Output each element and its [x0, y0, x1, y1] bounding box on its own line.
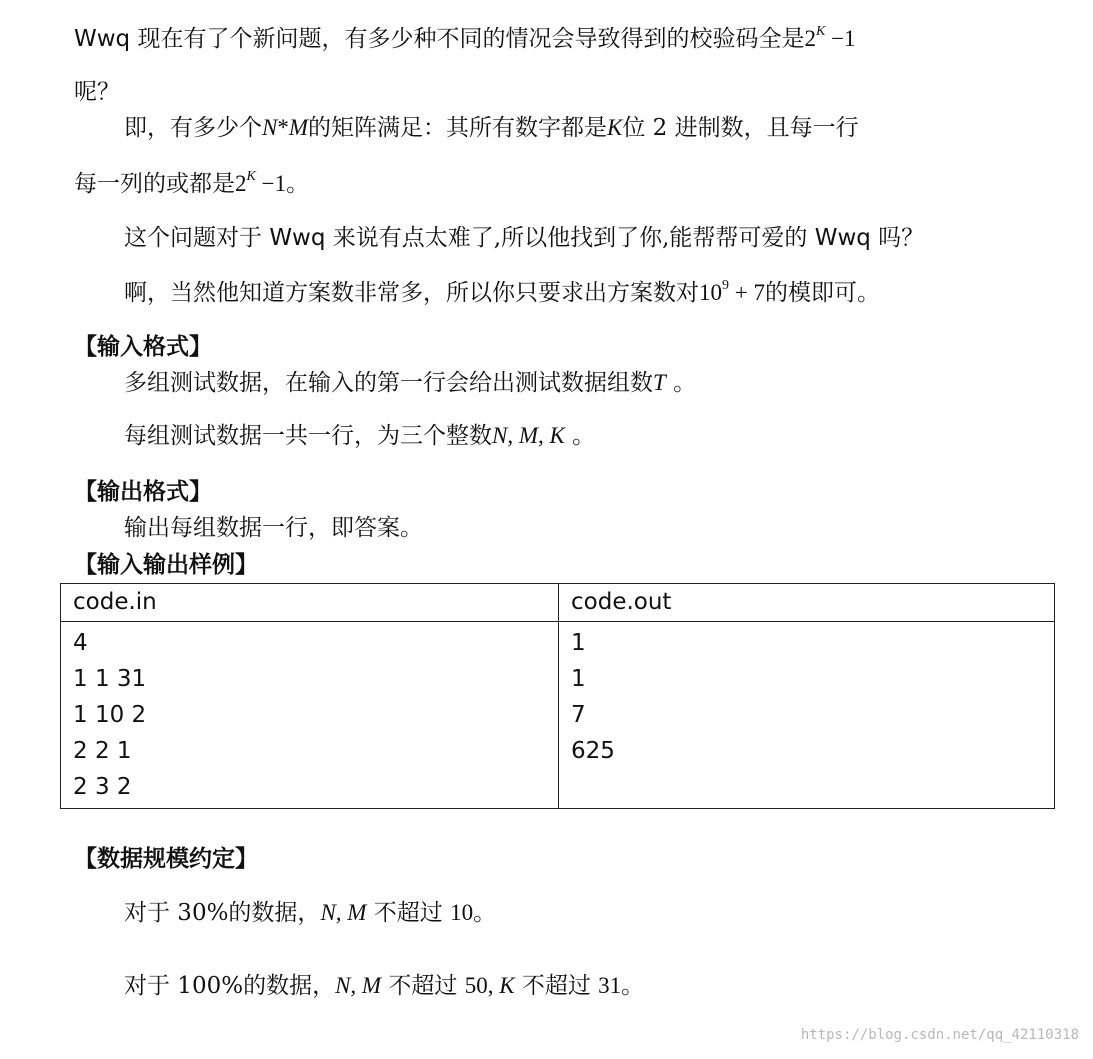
- math-n: N: [262, 115, 278, 140]
- math-nmk: N, M, K: [492, 423, 565, 448]
- para-text: 。: [473, 900, 497, 926]
- para-text: 。: [621, 973, 645, 999]
- sample-input-line: 2 3 2: [73, 774, 132, 800]
- math-minus-one: −1: [255, 171, 287, 196]
- sample-io-table: [60, 583, 1055, 809]
- para-text: 每一列的或都是: [74, 171, 235, 197]
- problem-para-2: [124, 113, 859, 143]
- input-format-line-2: [124, 421, 595, 451]
- sample-input-cell: [61, 622, 559, 809]
- out-column-header: code.out: [559, 584, 1055, 622]
- math-star: *: [277, 115, 289, 140]
- math-nm: N, M: [320, 900, 367, 925]
- sample-output-line: 1: [571, 630, 586, 656]
- para-text: 位 2 进制数，且每一行: [622, 115, 859, 141]
- math-two: 2: [804, 26, 816, 51]
- math-minus-one: −1: [825, 26, 856, 51]
- math-k: K: [499, 973, 515, 998]
- math-bound: 10: [450, 900, 474, 925]
- para-text: 的模即可。: [764, 280, 880, 306]
- para-text: 多组测试数据，在输入的第一行会给出测试数据组数: [124, 370, 653, 396]
- math-t: T: [653, 370, 666, 395]
- para-text: 这个问题对于: [124, 225, 270, 251]
- sample-output-line: 1: [571, 666, 586, 692]
- sample-input-line: 1 10 2: [73, 702, 147, 728]
- output-format-line-1: 输出每组数据一行，即答案。: [124, 515, 423, 541]
- math-m: M: [288, 115, 309, 140]
- para-text: 。: [665, 370, 697, 396]
- problem-para-1: [74, 24, 856, 54]
- para-text: ,: [487, 973, 500, 998]
- math-two: 2: [235, 171, 247, 196]
- name-wwq: Wwq: [74, 26, 131, 52]
- para-text: 呢？: [74, 79, 120, 105]
- math-k: K: [246, 169, 256, 184]
- table-header-row: [61, 584, 1055, 622]
- name-wwq: Wwq: [269, 225, 326, 251]
- para-text: 对于 100%的数据，: [124, 973, 336, 999]
- para-text: 。: [286, 171, 310, 197]
- output-format-heading: 【输出格式】: [74, 479, 212, 505]
- sample-output-line: 7: [571, 702, 586, 728]
- problem-para-4: [124, 278, 880, 308]
- sample-output-line: 625: [571, 738, 615, 764]
- para-text: 每组测试数据一共一行，为三个整数: [124, 423, 492, 449]
- para-text: 。: [564, 423, 596, 449]
- problem-para-1-cont: [74, 77, 120, 107]
- in-column-header: code.in: [61, 584, 559, 622]
- para-text: 啊，当然他知道方案数非常多，所以你只要求出方案数对: [124, 280, 699, 306]
- table-row: [61, 622, 1055, 809]
- para-text: 来说有点太难了,所以他找到了你,能帮帮可爱的: [325, 225, 815, 251]
- para-text: 现在有了个新问题，有多少种不同的情况会导致得到的校验码全是: [130, 26, 805, 52]
- math-k: K: [607, 115, 623, 140]
- sample-input-line: 2 2 1: [73, 738, 132, 764]
- para-text: 的矩阵满足：其所有数字都是: [308, 115, 608, 141]
- math-k: K: [815, 24, 826, 39]
- problem-para-3: [124, 223, 924, 253]
- math-plus-seven: + 7: [729, 280, 765, 305]
- problem-para-2-cont: [74, 169, 309, 199]
- constraints-line-2: [124, 971, 644, 1001]
- math-bound: 31: [598, 973, 622, 998]
- name-wwq: Wwq: [814, 225, 871, 251]
- math-nine: 9: [722, 278, 729, 293]
- sample-heading: 【输入输出样例】: [74, 552, 258, 578]
- constraints-line-1: [124, 898, 496, 928]
- para-text: 吗？: [870, 225, 925, 251]
- math-bound: 50: [464, 973, 488, 998]
- para-text: 对于 30%的数据，: [124, 900, 321, 926]
- input-format-line-1: [124, 368, 696, 398]
- input-format-heading: 【输入格式】: [74, 334, 212, 360]
- para-text: 不超过: [366, 900, 451, 926]
- para-text: 不超过: [381, 973, 465, 999]
- sample-output-cell: [559, 622, 1055, 809]
- sample-input-line: 1 1 31: [73, 666, 147, 692]
- constraints-heading: 【数据规模约定】: [74, 846, 258, 872]
- math-nm: N, M: [335, 973, 382, 998]
- watermark-url: https://blog.csdn.net/qq_42110318: [800, 1027, 1079, 1043]
- math-ten: 10: [699, 280, 722, 305]
- para-text: 不超过: [514, 973, 599, 999]
- sample-input-line: 4: [73, 630, 88, 656]
- para-text: 即，有多少个: [124, 115, 262, 141]
